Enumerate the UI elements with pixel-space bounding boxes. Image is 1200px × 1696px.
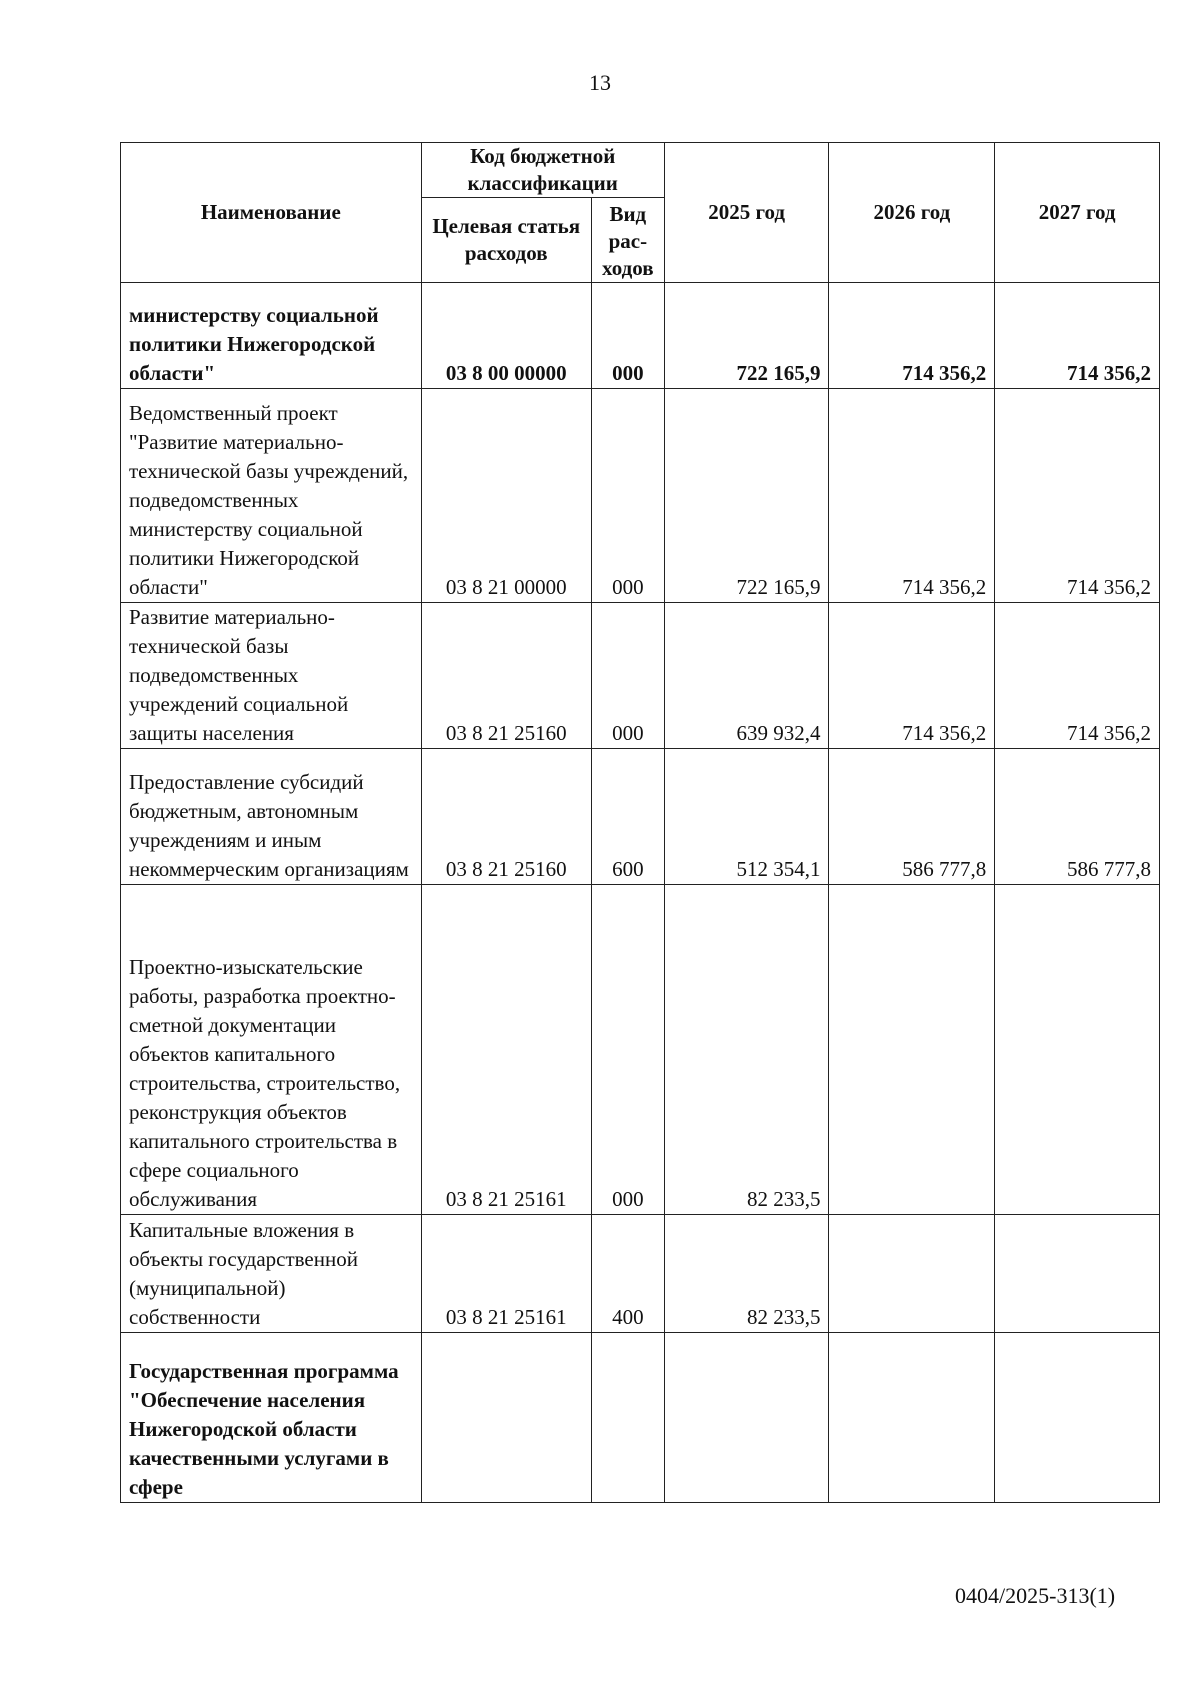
row-value-2025: 639 932,4 bbox=[664, 603, 829, 749]
row-name: министерству социальной политики Нижегородской области" bbox=[121, 283, 422, 389]
row-expense-type: 400 bbox=[591, 1215, 664, 1333]
row-name: Государственная программа "Обеспечение населения Нижегородской области качественными услугами в сфере bbox=[121, 1333, 422, 1503]
header-year-2027: 2027 год bbox=[995, 143, 1160, 283]
table-row bbox=[121, 885, 1160, 1215]
row-target-article bbox=[421, 1333, 591, 1503]
row-value-2027: 714 356,2 bbox=[995, 389, 1160, 603]
budget-table bbox=[120, 142, 1160, 1503]
header-year-2026: 2026 год bbox=[829, 143, 995, 283]
row-target-article: 03 8 21 25160 bbox=[421, 603, 591, 749]
row-target-article: 03 8 21 25161 bbox=[421, 885, 591, 1215]
row-value-2027 bbox=[995, 885, 1160, 1215]
row-expense-type bbox=[591, 1333, 664, 1503]
row-value-2026: 586 777,8 bbox=[829, 749, 995, 885]
row-value-2025: 722 165,9 bbox=[664, 389, 829, 603]
row-target-article: 03 8 21 00000 bbox=[421, 389, 591, 603]
row-expense-type: 000 bbox=[591, 603, 664, 749]
row-expense-type: 000 bbox=[591, 283, 664, 389]
row-expense-type: 000 bbox=[591, 885, 664, 1215]
header-name: Наименование bbox=[121, 143, 422, 283]
row-value-2025: 82 233,5 bbox=[664, 885, 829, 1215]
row-value-2026: 714 356,2 bbox=[829, 283, 995, 389]
row-expense-type: 000 bbox=[591, 389, 664, 603]
row-name: Ведомственный проект "Развитие материально-технической базы учреждений, подведомственных министерству социальной политики Нижегородской области" bbox=[121, 389, 422, 603]
row-name: Проектно-изыскательские работы, разработка проектно-сметной документации объектов капитального строительства, строительство, реконструкция объектов капитального строительства в сфере социального обслуживания bbox=[121, 885, 422, 1215]
row-target-article: 03 8 21 25160 bbox=[421, 749, 591, 885]
table-row bbox=[121, 283, 1160, 389]
row-value-2026: 714 356,2 bbox=[829, 603, 995, 749]
row-expense-type: 600 bbox=[591, 749, 664, 885]
table-header-row bbox=[121, 143, 1160, 198]
header-target-article: Целевая статья расходов bbox=[421, 198, 591, 283]
row-value-2026 bbox=[829, 1215, 995, 1333]
row-name: Предоставление субсидий бюджетным, автономным учреждениям и иным некоммерческим организациям bbox=[121, 749, 422, 885]
table-row bbox=[121, 603, 1160, 749]
row-value-2025: 512 354,1 bbox=[664, 749, 829, 885]
row-target-article: 03 8 21 25161 bbox=[421, 1215, 591, 1333]
row-value-2026 bbox=[829, 1333, 995, 1503]
table-row bbox=[121, 389, 1160, 603]
row-name: Капитальные вложения в объекты государственной (муниципальной) собственности bbox=[121, 1215, 422, 1333]
row-value-2027: 586 777,8 bbox=[995, 749, 1160, 885]
document-code: 0404/2025-313(1) bbox=[955, 1583, 1116, 1608]
header-code-group: Код бюджетной классификации bbox=[421, 143, 664, 198]
row-value-2027: 714 356,2 bbox=[995, 603, 1160, 749]
header-expense-type: Вид рас-ходов bbox=[591, 198, 664, 283]
page-number: 13 bbox=[589, 70, 611, 95]
table-row bbox=[121, 1215, 1160, 1333]
row-value-2025: 82 233,5 bbox=[664, 1215, 829, 1333]
row-value-2027 bbox=[995, 1215, 1160, 1333]
row-value-2026 bbox=[829, 885, 995, 1215]
row-value-2027 bbox=[995, 1333, 1160, 1503]
row-target-article: 03 8 00 00000 bbox=[421, 283, 591, 389]
row-value-2025 bbox=[664, 1333, 829, 1503]
table-row bbox=[121, 749, 1160, 885]
table-row bbox=[121, 1333, 1160, 1503]
row-value-2025: 722 165,9 bbox=[664, 283, 829, 389]
row-value-2026: 714 356,2 bbox=[829, 389, 995, 603]
row-value-2027: 714 356,2 bbox=[995, 283, 1160, 389]
row-name: Развитие материально-технической базы подведомственных учреждений социальной защиты населения bbox=[121, 603, 422, 749]
header-year-2025: 2025 год bbox=[664, 143, 829, 283]
